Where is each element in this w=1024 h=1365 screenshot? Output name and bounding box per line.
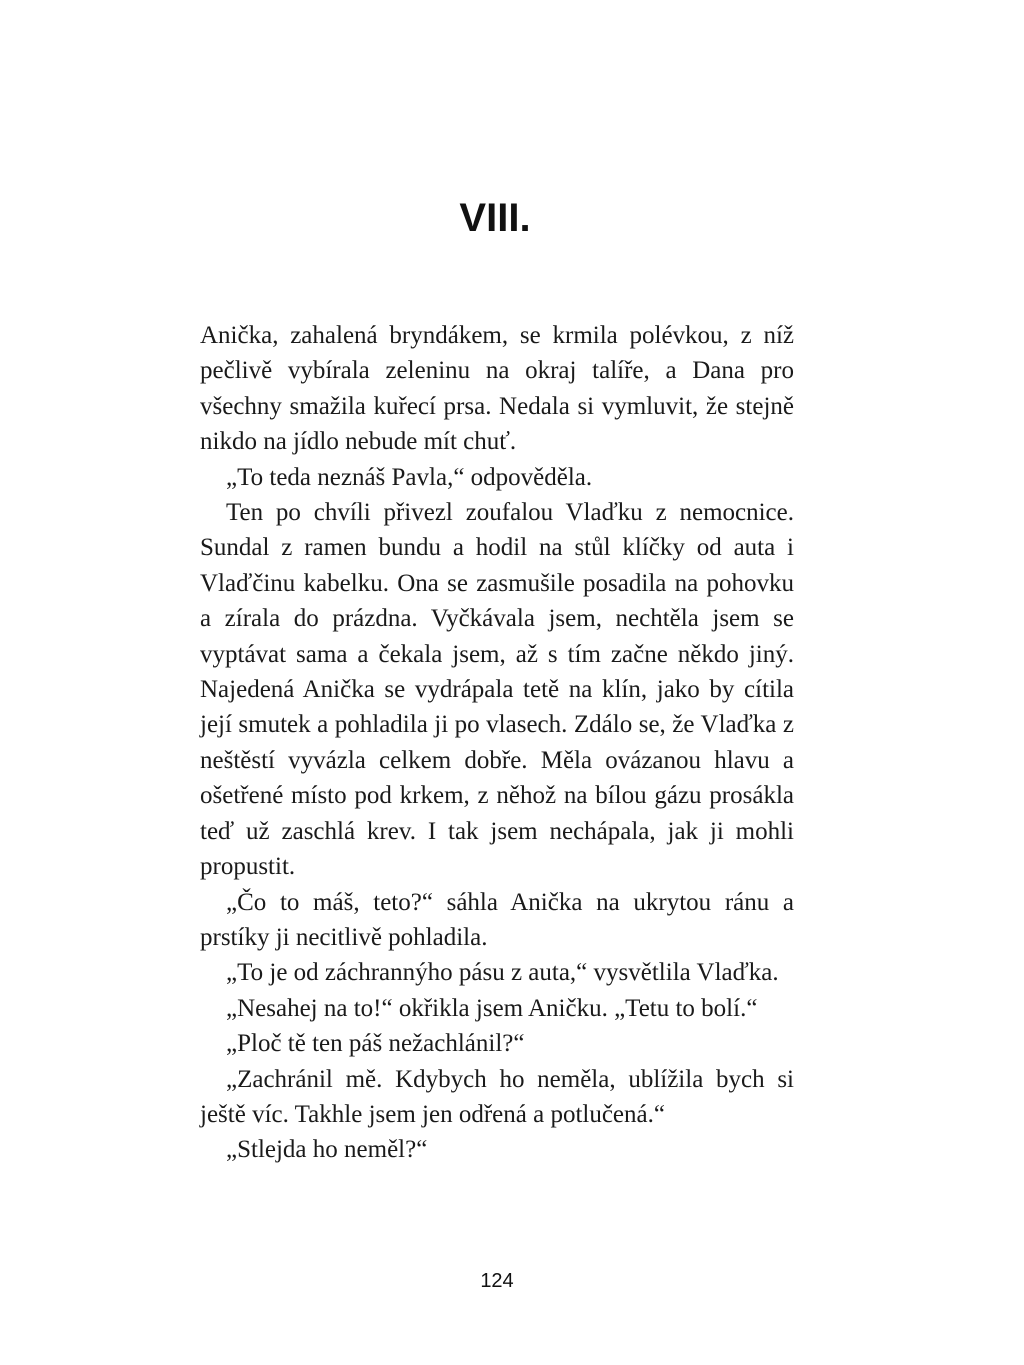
paragraph: Ten po chvíli přivezl zoufalou Vlaďku z nemocnice. Sundal z ramen bundu a hodil na stůl klíčky od auta i Vlaďčinu kabelku. Ona se zasmušile posadila na pohovku a zírala do prázdna. Vyčkávala jsem, nechtěla jsem se vyptávat sama a čekala jsem, až s tím začne někdo jiný. Najedená Anička se vydrápala tetě na klín, jako by cítila její smutek a pohladila ji po vlasech. Zdálo se, že Vlaďka z neštěstí vyvázla celkem dobře. Měla ovázanou hlavu a ošetřené místo pod krkem, z něhož na bílou gázu prosákla teď už zaschlá krev. I tak jsem nechápala, jak ji mohli propustit. (200, 499, 794, 881)
paragraph: „Nesahej na to!“ okřikla jsem Aničku. „Tetu to bolí.“ (226, 994, 758, 1022)
chapter-title: VIII. (459, 196, 531, 240)
paragraph: „To teda neznáš Pavla,“ odpověděla. (226, 463, 593, 491)
paragraph: „Zachránil mě. Kdybych ho neměla, ublížila bych si ještě víc. Takhle jsem jen odřená a potlučená.“ (200, 1065, 794, 1128)
paragraph: „Stlejda ho neměl?“ (226, 1136, 428, 1164)
page-number: 124 (480, 1270, 514, 1292)
paragraph: „To je od záchrannýho pásu z auta,“ vysvětlila Vlaďka. (226, 959, 779, 987)
paragraph: „Čo to máš, teto?“ sáhla Anička na ukrytou ránu a prstíky ji necitlivě pohladila. (200, 888, 794, 951)
body-text (200, 318, 794, 1168)
paragraph: „Ploč tě ten páš nežachlánil?“ (226, 1030, 525, 1058)
paragraph: Anička, zahalená bryndákem, se krmila polévkou, z níž pečlivě vybírala zeleninu na okraj talíře, a Dana pro všechny smažila kuřecí prsa. Nedala si vymluvit, že stejně nikdo na jídlo nebude mít chuť. (200, 322, 794, 456)
